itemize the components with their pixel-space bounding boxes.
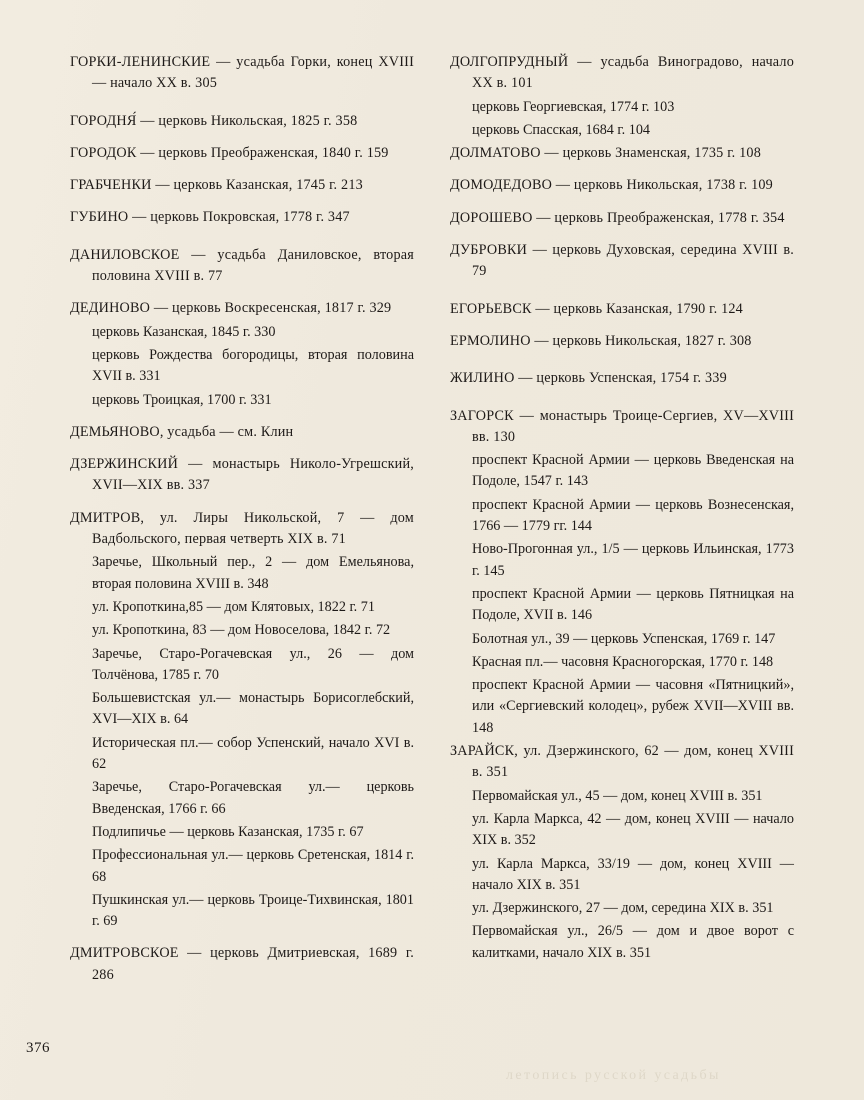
index-entry: ДЕДИНОВО — церковь Воскресенская, 1817 г. 329 (70, 300, 392, 317)
index-subentry: Красная пл.— часовня Красногорская, 1770 г. 148 (472, 653, 774, 670)
index-entry: ДОМОДЕДОВО — церковь Никольская, 1738 г. 109 (450, 177, 773, 194)
index-entry: ЗАГОРСК — монастырь Троице-Сергиев, XV—XVIII вв. 130 (450, 407, 794, 445)
index-entry: ДОЛГОПРУДНЫЙ — усадьба Виноградово, начало XX в. 101 (450, 54, 794, 92)
index-subentry: Заречье, Старо-Рогачевская ул.— церковь Введенская, 1766 г. 66 (92, 779, 414, 817)
index-subentry: ул. Карла Маркса, 33/19 — дом, конец XVIII — начало XIX в. 351 (472, 855, 794, 893)
index-subentry: Подлипичье — церковь Казанская, 1735 г. 67 (92, 823, 364, 840)
index-subentry: Заречье, Старо-Рогачевская ул., 26 — дом Толчёнова, 1785 г. 70 (92, 645, 414, 683)
index-subentry: Пушкинская ул.— церковь Троице-Тихвинская, 1801 г. 69 (92, 891, 414, 930)
index-column-left (70, 52, 414, 986)
index-entry: ДОЛМАТОВО — церковь Знаменская, 1735 г. 108 (450, 145, 762, 162)
index-entry: ДОРОШЕВО — церковь Преображенская, 1778 г. 354 (450, 209, 785, 226)
index-subentry: Ново-Прогонная ул., 1/5 — церковь Ильинская, 1773 г. 145 (472, 541, 794, 579)
index-entry: ДЗЕРЖИНСКИЙ — монастырь Николо-Угрешский, XVII—XIX вв. 337 (70, 456, 414, 494)
watermark-text: летопись русской усадьбы (506, 1068, 721, 1083)
index-subentry: проспект Красной Армии — церковь Введенская на Подоле, 1547 г. 143 (472, 452, 794, 490)
index-subentry: ул. Кропоткина,85 — дом Клятовых, 1822 г. 71 (92, 598, 375, 615)
index-entry: ДАНИЛОВСКОЕ — усадьба Даниловское, вторая половина XVIII в. 77 (70, 246, 414, 285)
index-subentry: церковь Рождества богородицы, вторая половина XVII в. 331 (92, 346, 414, 385)
index-subentry: Первомайская ул., 45 — дом, конец XVIII в. 351 (472, 787, 763, 804)
index-subentry: проспект Красной Армии — церковь Вознесенская, 1766 — 1779 гг. 144 (472, 496, 794, 535)
index-column-right (450, 52, 794, 986)
index-entry: ГУБИНО — церковь Покровская, 1778 г. 347 (70, 209, 350, 226)
page-number: 376 (26, 1040, 50, 1056)
index-subentry: церковь Спасская, 1684 г. 104 (472, 121, 651, 138)
index-entry: ГОРОДОК — церковь Преображенская, 1840 г. 159 (70, 144, 389, 161)
index-subentry: проспект Красной Армии — церковь Пятницкая на Подоле, XVII в. 146 (472, 585, 794, 624)
index-entry: ЖИЛИНО — церковь Успенская, 1754 г. 339 (450, 370, 727, 387)
index-entry: ДУБРОВКИ — церковь Духовская, середина XVIII в. 79 (450, 242, 794, 280)
index-entry: ГРАБЧЕНКИ — церковь Казанская, 1745 г. 213 (70, 177, 363, 194)
index-entry: ДЕМЬЯНОВО, усадьба — см. Клин (70, 423, 294, 440)
index-subentry: проспект Красной Армии — часовня «Пятницкий», или «Сергиевский колодец», рубеж XVII—XVIII вв. 148 (472, 677, 794, 736)
index-subentry: ул. Кропоткина, 83 — дом Новоселова, 1842 г. 72 (92, 622, 391, 639)
index-subentry: ул. Карла Маркса, 42 — дом, конец XVIII — начало XIX в. 352 (472, 810, 794, 849)
index-subentry: церковь Георгиевская, 1774 г. 103 (472, 98, 675, 115)
index-entry: ЗАРАЙСК, ул. Дзержинского, 62 — дом, конец XVIII в. 351 (450, 743, 794, 781)
index-subentry: Историческая пл.— собор Успенский, начало XVI в. 62 (92, 734, 414, 773)
index-subentry: ул. Дзержинского, 27 — дом, середина XIX в. 351 (472, 900, 774, 917)
index-entry: ЕГОРЬЕВСК — церковь Казанская, 1790 г. 124 (450, 300, 743, 317)
index-subentry: церковь Казанская, 1845 г. 330 (92, 323, 276, 340)
index-entry: ГОРКИ-ЛЕНИНСКИЕ — усадьба Горки, конец XVIII — начало XX в. 305 (70, 54, 414, 92)
index-entry: ЕРМОЛИНО — церковь Никольская, 1827 г. 308 (450, 332, 752, 349)
index-subentry: Большевистская ул.— монастырь Борисоглебский, XVI—XIX в. 64 (92, 690, 414, 728)
index-columns (70, 52, 794, 986)
index-subentry: Профессиональная ул.— церковь Сретенская, 1814 г. 68 (92, 847, 414, 885)
index-entry: ДМИТРОВСКОЕ — церковь Дмитриевская, 1689 г. 286 (70, 945, 414, 983)
index-entry: ГОРОДНЯ́ — церковь Никольская, 1825 г. 358 (70, 112, 358, 129)
index-subentry: Первомайская ул., 26/5 — дом и двое ворот с калитками, начало XIX в. 351 (472, 923, 794, 961)
index-entry: ДМИТРОВ, ул. Лиры Никольской, 7 — дом Вадбольского, первая четверть XIX в. 71 (70, 509, 414, 548)
index-subentry: Болотная ул., 39 — церковь Успенская, 1769 г. 147 (472, 630, 776, 647)
index-subentry: церковь Троицкая, 1700 г. 331 (92, 391, 272, 408)
index-subentry: Заречье, Школьный пер., 2 — дом Емельянова, вторая половина XVIII в. 348 (92, 554, 414, 592)
